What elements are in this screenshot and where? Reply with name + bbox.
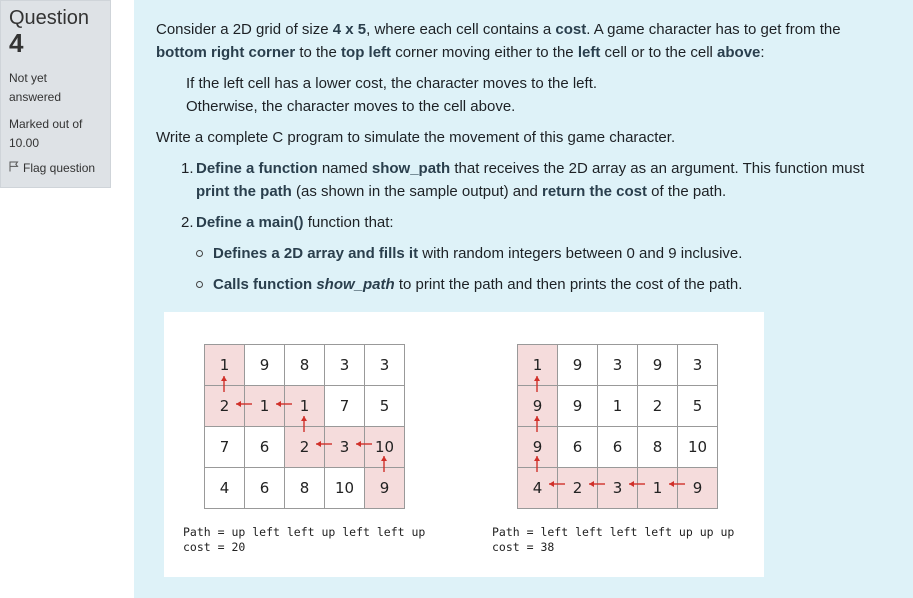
question-grade: Marked out of 10.00 (9, 117, 83, 150)
item-2-line: Define a main() function that: (196, 214, 394, 231)
sub-item-2: Calls function show_path to print the path and then prints the cost of the path. (213, 276, 743, 293)
grid-cell: 8 (638, 427, 678, 468)
grid-cell-path: 10 (365, 427, 405, 468)
bullet-icon (196, 281, 203, 288)
grid-cell: 10 (678, 427, 718, 468)
task-statement: Write a complete C program to simulate the movement of this game character. (156, 129, 676, 146)
question-label: Question (9, 7, 90, 29)
grid-cell: 5 (678, 386, 718, 427)
grid-cell: 3 (598, 345, 638, 386)
question-content (134, 0, 913, 598)
grid-cell-path: 3 (325, 427, 365, 468)
item-1-line-1: Define a function named show_path that receives the 2D array as an argument. This function must (196, 160, 865, 177)
grid-row (205, 468, 405, 509)
example-figure (164, 312, 764, 577)
grid-cell: 5 (365, 386, 405, 427)
grid-row (518, 345, 718, 386)
grid-cell: 6 (245, 468, 285, 509)
grid-cell: 9 (245, 345, 285, 386)
grid-row (518, 427, 718, 468)
grid-cell: 9 (558, 386, 598, 427)
grid-cell: 9 (638, 345, 678, 386)
grid-cell-path: 2 (285, 427, 325, 468)
grid-row (205, 386, 405, 427)
grid-cell: 9 (558, 345, 598, 386)
flag-question-link[interactable] (9, 161, 110, 175)
item-1-number: 1. (181, 160, 194, 177)
grid-cell-path: 1 (245, 386, 285, 427)
grid-cell: 3 (678, 345, 718, 386)
grid-cell-path: 3 (598, 468, 638, 509)
grid-row (205, 427, 405, 468)
grid-cell-path: 2 (205, 386, 245, 427)
grid-cell: 8 (285, 468, 325, 509)
question-info-panel (0, 0, 111, 188)
grid-cell: 3 (365, 345, 405, 386)
bullet-icon (196, 250, 203, 257)
grid-cell: 6 (245, 427, 285, 468)
sub-item-1: Defines a 2D array and fills it with random integers between 0 and 9 inclusive. (213, 245, 743, 262)
grid-cell: 7 (325, 386, 365, 427)
output-path-1: Path = up left left up left left up (183, 525, 426, 539)
grid-cell-path: 1 (518, 345, 558, 386)
grid-cell-path: 1 (205, 345, 245, 386)
grid-cell: 7 (205, 427, 245, 468)
grid-cell: 10 (325, 468, 365, 509)
example-grid-2 (517, 344, 718, 509)
grid-cell-path: 9 (518, 427, 558, 468)
grid-cell-path: 4 (518, 468, 558, 509)
intro-line-2: bottom right corner to the top left corner moving either to the left cell or to the cell above: (156, 44, 765, 61)
grid-cell-path: 1 (285, 386, 325, 427)
rule-up: Otherwise, the character moves to the cell above. (186, 98, 516, 115)
item-1-line-2: print the path (as shown in the sample output) and return the cost of the path. (196, 183, 727, 200)
grid-cell: 6 (598, 427, 638, 468)
grid-row (518, 468, 718, 509)
output-path-2: Path = left left left left up up up (492, 525, 735, 539)
grid-cell: 1 (598, 386, 638, 427)
example-output-1 (183, 525, 425, 555)
example-grid-1 (204, 344, 405, 509)
flag-icon (9, 161, 19, 175)
grid-cell: 6 (558, 427, 598, 468)
item-2-number: 2. (181, 214, 194, 231)
grid-row (518, 386, 718, 427)
grid-cell: 4 (205, 468, 245, 509)
grid-cell-path: 9 (518, 386, 558, 427)
grid-cell: 2 (638, 386, 678, 427)
intro-line-1: Consider a 2D grid of size 4 x 5, where each cell contains a cost. A game character has to get from the (156, 21, 841, 38)
question-number: 4 (9, 28, 24, 58)
flag-question-label: Flag question (23, 161, 96, 175)
grid-cell-path: 9 (365, 468, 405, 509)
grid-row (205, 345, 405, 386)
grid-cell: 3 (325, 345, 365, 386)
output-cost-2: cost = 38 (492, 540, 555, 554)
question-state: Not yet answered (9, 71, 62, 104)
example-output-2 (492, 525, 734, 555)
grid-cell-path: 9 (678, 468, 718, 509)
grid-cell-path: 2 (558, 468, 598, 509)
grid-cell: 8 (285, 345, 325, 386)
output-cost-1: cost = 20 (183, 540, 246, 554)
rule-left: If the left cell has a lower cost, the character moves to the left. (186, 75, 598, 92)
grid-cell-path: 1 (638, 468, 678, 509)
